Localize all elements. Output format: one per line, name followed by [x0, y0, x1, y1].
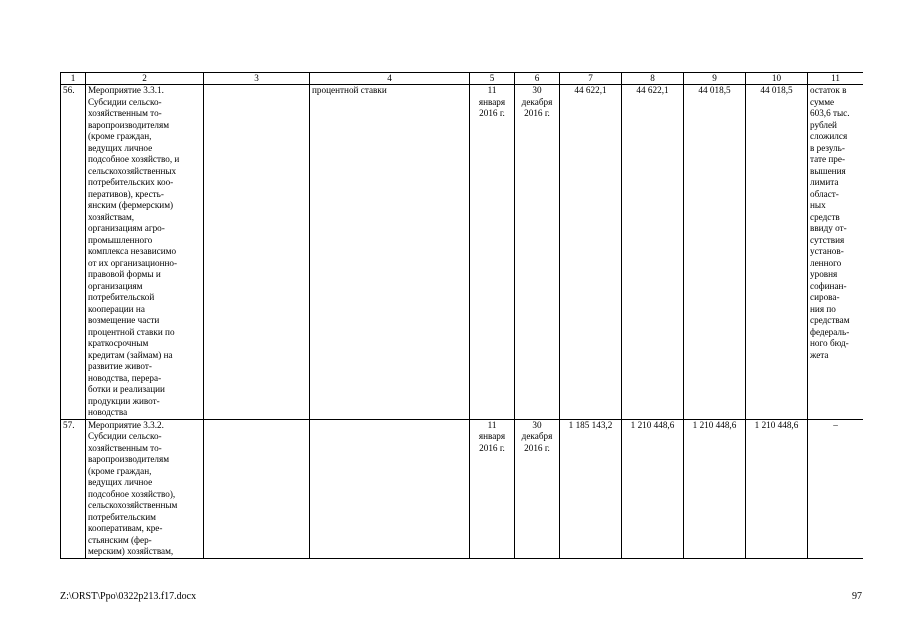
cell-line: ных — [810, 200, 826, 210]
cell-text: 1 210 448,6 — [630, 419, 675, 430]
cell-line: правовой формы и — [88, 269, 161, 279]
cell-line: 11 — [487, 419, 497, 430]
cell-text: 57. — [63, 419, 75, 430]
cell-line: янским (фермерским) — [88, 200, 174, 210]
cell-line: тате пре- — [810, 154, 846, 164]
cell-line: ведущих личное — [88, 142, 153, 153]
cell-line: хозяйствам, — [88, 211, 135, 222]
footer-file-path: Z:\ORST\Ppo\0322p213.f17.docx — [60, 591, 197, 602]
cell-line: средствам — [810, 315, 850, 325]
cell-line: 30 — [532, 419, 542, 430]
event-description-cell — [86, 85, 204, 420]
cell-line: 2016 г. — [524, 108, 550, 118]
cell-line: – — [833, 419, 838, 430]
column-header: 8 — [622, 73, 684, 85]
value-col9-cell — [684, 419, 746, 558]
cell-line: от их организационно- — [88, 257, 178, 268]
cell-line: Субсидии сельско- — [88, 431, 162, 441]
cell-line: Мероприятие 3.3.2. — [88, 419, 164, 430]
cell-line: сутствия — [810, 234, 845, 245]
cell-line: продукции живот- — [88, 395, 160, 406]
cell-line: процентной ставки по — [88, 326, 175, 337]
column-header: 2 — [86, 73, 204, 85]
cell-line: сельскохозяйственных — [88, 165, 177, 176]
column-header: 1 — [61, 73, 86, 85]
cell-line: сельскохозяйственным — [88, 500, 178, 510]
value-col8-cell — [622, 85, 684, 420]
note-cell — [808, 419, 864, 558]
cell-line: област- — [810, 188, 839, 199]
cell-line: ния по — [810, 303, 836, 314]
cell-text: процентной ставки — [312, 85, 387, 95]
value-col10-cell — [746, 85, 808, 420]
cell-line: организациям — [88, 280, 143, 291]
cell-line: 603,6 тыс. — [810, 108, 850, 118]
result-description-cell — [310, 419, 470, 558]
cell-line: вышения — [810, 165, 846, 176]
cell-line: ведущих личное — [88, 477, 153, 487]
cell-line: января — [478, 96, 506, 107]
cell-text: 1 210 448,6 — [754, 419, 799, 430]
column-header: 10 — [746, 73, 808, 85]
start-date-cell — [470, 85, 515, 420]
cell-line: потребительских коо- — [88, 177, 174, 187]
value-col7-cell — [560, 419, 622, 558]
cell-line: потребительским — [88, 511, 156, 522]
cell-text: 1 185 143,2 — [568, 419, 613, 430]
cell-line: 2016 г. — [524, 442, 550, 453]
cell-line: рублей — [810, 119, 837, 130]
cell-line: организациям агро- — [88, 223, 165, 233]
table-row — [61, 85, 864, 420]
value-col7-cell — [560, 85, 622, 420]
cell-line: (кроме граждан, — [88, 465, 152, 476]
cell-line: промышленного — [88, 234, 153, 245]
cell-line: жета — [810, 349, 829, 360]
cell-line: ленного — [810, 257, 842, 268]
event-description-cell — [86, 419, 204, 558]
header-row — [61, 73, 864, 85]
cell-line: (кроме граждан, — [88, 131, 152, 141]
cell-line: хозяйственным то- — [88, 442, 162, 453]
cell-text: 44 018,5 — [760, 85, 793, 95]
result-description-cell — [310, 85, 470, 420]
cell-line: ного бюд- — [810, 338, 849, 348]
cell-line: ботки и реализации — [88, 384, 165, 394]
cell-line: 2016 г. — [479, 442, 505, 453]
column-header: 6 — [515, 73, 560, 85]
cell-line: стьянским (фер- — [88, 534, 152, 545]
cell-line: кооперации на — [88, 303, 145, 314]
executor-cell — [204, 419, 310, 558]
column-header: 11 — [808, 73, 864, 85]
note-cell — [808, 85, 864, 420]
cell-line: мерским) хозяйствам, — [88, 546, 174, 556]
cell-line: варопроизводителям — [88, 119, 170, 130]
cell-line: софинан- — [810, 280, 847, 291]
cell-line: новодства — [88, 407, 128, 417]
cell-text: 44 622,1 — [636, 85, 669, 95]
column-header: 3 — [204, 73, 310, 85]
cell-line: подсобное хозяйство), — [88, 488, 176, 499]
cell-line: остаток в — [810, 85, 847, 95]
cell-line: сложился — [810, 131, 848, 141]
cell-text: 44 622,1 — [574, 85, 607, 95]
cell-line: потребительской — [88, 292, 155, 302]
cell-line: декабря — [521, 96, 553, 107]
report-table-container — [60, 72, 863, 581]
cell-line: варопроизводителям — [88, 454, 170, 464]
cell-line: краткосрочным — [88, 338, 149, 348]
footer-page-number: 97 — [852, 591, 862, 602]
cell-line: 2016 г. — [479, 108, 505, 118]
cell-line: комплекса независимо — [88, 246, 177, 256]
column-header: 5 — [470, 73, 515, 85]
cell-line: в резуль- — [810, 142, 845, 153]
cell-text: 1 210 448,6 — [692, 419, 737, 430]
row-number-cell — [61, 419, 86, 558]
column-header: 7 — [560, 73, 622, 85]
cell-line: хозяйственным то- — [88, 108, 162, 118]
cell-line: сумме — [810, 96, 835, 107]
cell-line: установ- — [810, 246, 844, 256]
cell-text: 56. — [63, 85, 75, 95]
column-header: 4 — [310, 73, 470, 85]
cell-line: средств — [810, 211, 840, 222]
cell-line: подсобное хозяйство, и — [88, 154, 180, 164]
executor-cell — [204, 85, 310, 420]
report-table — [60, 72, 863, 559]
table-body — [61, 85, 864, 559]
cell-text: 44 018,5 — [698, 85, 731, 95]
value-col9-cell — [684, 85, 746, 420]
value-col8-cell — [622, 419, 684, 558]
cell-line: перативов), кресть- — [88, 188, 164, 199]
table-row — [61, 419, 864, 558]
cell-line: кооперативам, кре- — [88, 523, 163, 533]
cell-line: Мероприятие 3.3.1. — [88, 85, 164, 95]
cell-line: уровня — [810, 269, 838, 279]
value-col10-cell — [746, 419, 808, 558]
cell-line: новодства, перера- — [88, 372, 162, 383]
cell-line: января — [478, 431, 506, 441]
cell-line: сирова- — [810, 292, 840, 302]
cell-line: декабря — [521, 431, 553, 441]
cell-line: 11 — [487, 85, 497, 95]
cell-line: Субсидии сельско- — [88, 96, 162, 107]
cell-line: развитие живот- — [88, 361, 152, 371]
end-date-cell — [515, 85, 560, 420]
cell-line: ввиду от- — [810, 223, 847, 233]
row-number-cell — [61, 85, 86, 420]
cell-line: 30 — [532, 85, 542, 95]
cell-line: возмещение части — [88, 315, 160, 325]
start-date-cell — [470, 419, 515, 558]
cell-line: лимита — [810, 177, 839, 187]
cell-line: кредитам (займам) на — [88, 349, 173, 360]
end-date-cell — [515, 419, 560, 558]
column-header: 9 — [684, 73, 746, 85]
cell-line: федераль- — [810, 326, 850, 337]
